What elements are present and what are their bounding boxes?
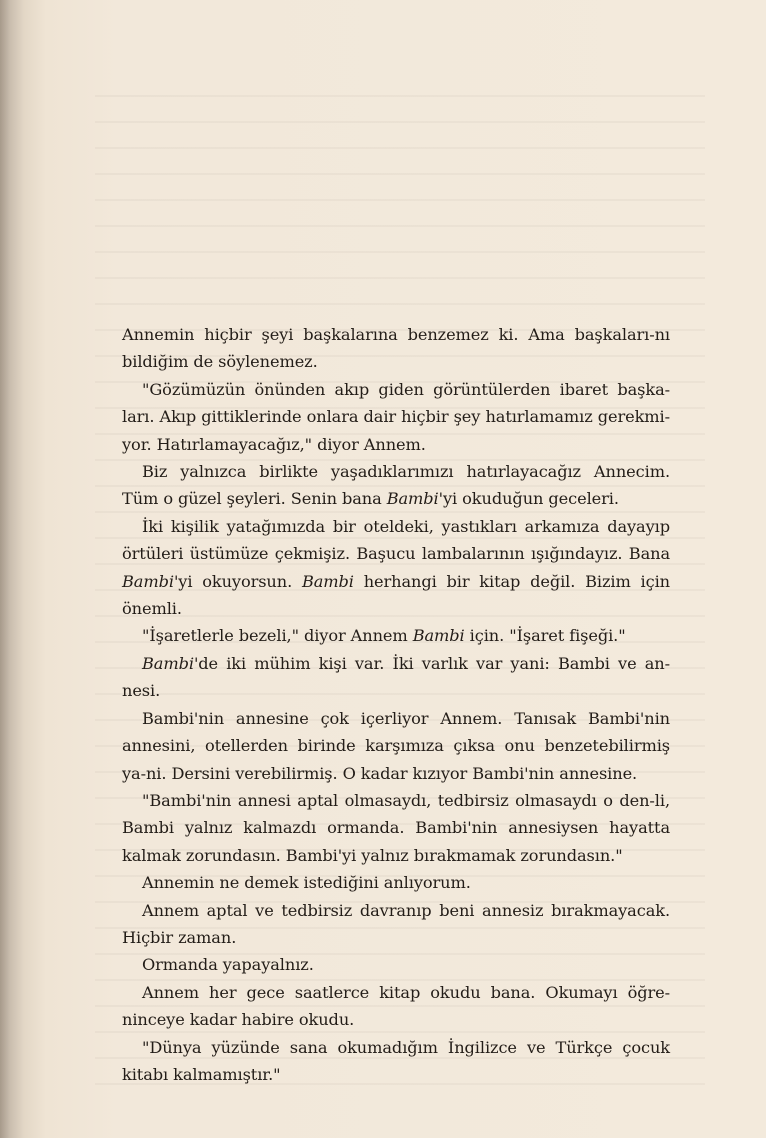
paragraph — [122, 376, 670, 458]
paragraph — [122, 897, 670, 952]
paragraph — [122, 1034, 670, 1089]
paragraph — [122, 979, 670, 1034]
text-segment: "Bambi'nin annesi aptal olmasaydı, tedbirsiz olmasaydı o den-li, Bambi yalnız kalmazdı ormanda. Bambi'nin annesiysen hayatta kalmak zorundasın. Bambi'yi yalnız bırakmamak zorundasın." — [122, 790, 670, 865]
text-segment: herhangi bir kitap değil. Bizim için önemli. — [122, 571, 670, 619]
text-segment: "Dünya yüzünde sana okumadığım İngilizce ve Türkçe çocuk kitabı kalmamıştır." — [122, 1037, 670, 1084]
paragraph — [122, 458, 670, 513]
italic-title: Bambi — [386, 489, 439, 509]
italic-title: Bambi — [301, 571, 354, 591]
text-segment: Annemin ne demek istediğini anlıyorum. — [142, 873, 471, 893]
text-segment: 'yi okuduğun geceleri. — [438, 489, 619, 509]
text-segment: için. "İşaret fişeği." — [464, 626, 626, 646]
italic-title: Bambi — [412, 626, 465, 646]
paragraph — [122, 321, 670, 376]
text-segment: Annem her gece saatlerce kitap okudu bana. Okumayı öğre-ninceye kadar habire okudu. — [122, 982, 670, 1030]
body-text — [122, 321, 670, 1088]
paragraph — [122, 513, 670, 623]
text-segment: "Gözümüzün önünden akıp giden görüntülerden ibaret başka-ları. Akıp gittiklerinde onlara dair hiçbir şey hatırlamamız gerekmi-yor. Hatırlamayacağız," diyor Annem. — [122, 379, 670, 454]
text-segment: Annem aptal ve tedbirsiz davranıp beni annesiz bırakmayacak. Hiçbir zaman. — [122, 900, 670, 947]
text-segment: Bambi'nin annesine çok içerliyor Annem. Tanısak Bambi'nin annesini, otellerden birinde karşımıza çıksa onu benzetebilirmiş ya-ni. Dersini verebilirmiş. O kadar kızıyor Bambi'nin annesine. — [122, 708, 670, 783]
paragraph — [122, 650, 670, 705]
paragraph — [122, 869, 670, 896]
paragraph — [122, 787, 670, 869]
paragraph — [122, 622, 670, 649]
italic-title: Bambi — [122, 571, 174, 591]
paragraph — [122, 951, 670, 978]
text-segment: İki kişilik yatağımızda bir oteldeki, yastıkları arkamıza dayayıp örtüleri üstümüze çekmişiz. Başucu lambalarının ışığındayız. Bana — [122, 516, 670, 564]
text-segment: "İşaretlerle bezeli," diyor Annem — [142, 626, 413, 646]
text-segment: Ormanda yapayalnız. — [142, 955, 314, 975]
text-segment: 'de iki mühim kişi var. İki varlık var yani: Bambi ve an-nesi. — [122, 653, 670, 701]
text-segment: Biz yalnızca birlikte yaşadıklarımızı hatırlayacağız Annecim. Tüm o güzel şeyleri. Senin bana — [122, 462, 670, 509]
text-segment: Annemin hiçbir şeyi başkalarına benzemez ki. Ama başkaları-nı bildiğim de söylenemez. — [122, 325, 670, 372]
italic-title: Bambi — [142, 653, 194, 673]
text-segment: 'yi okuyorsun. — [173, 571, 302, 591]
paragraph — [122, 705, 670, 787]
